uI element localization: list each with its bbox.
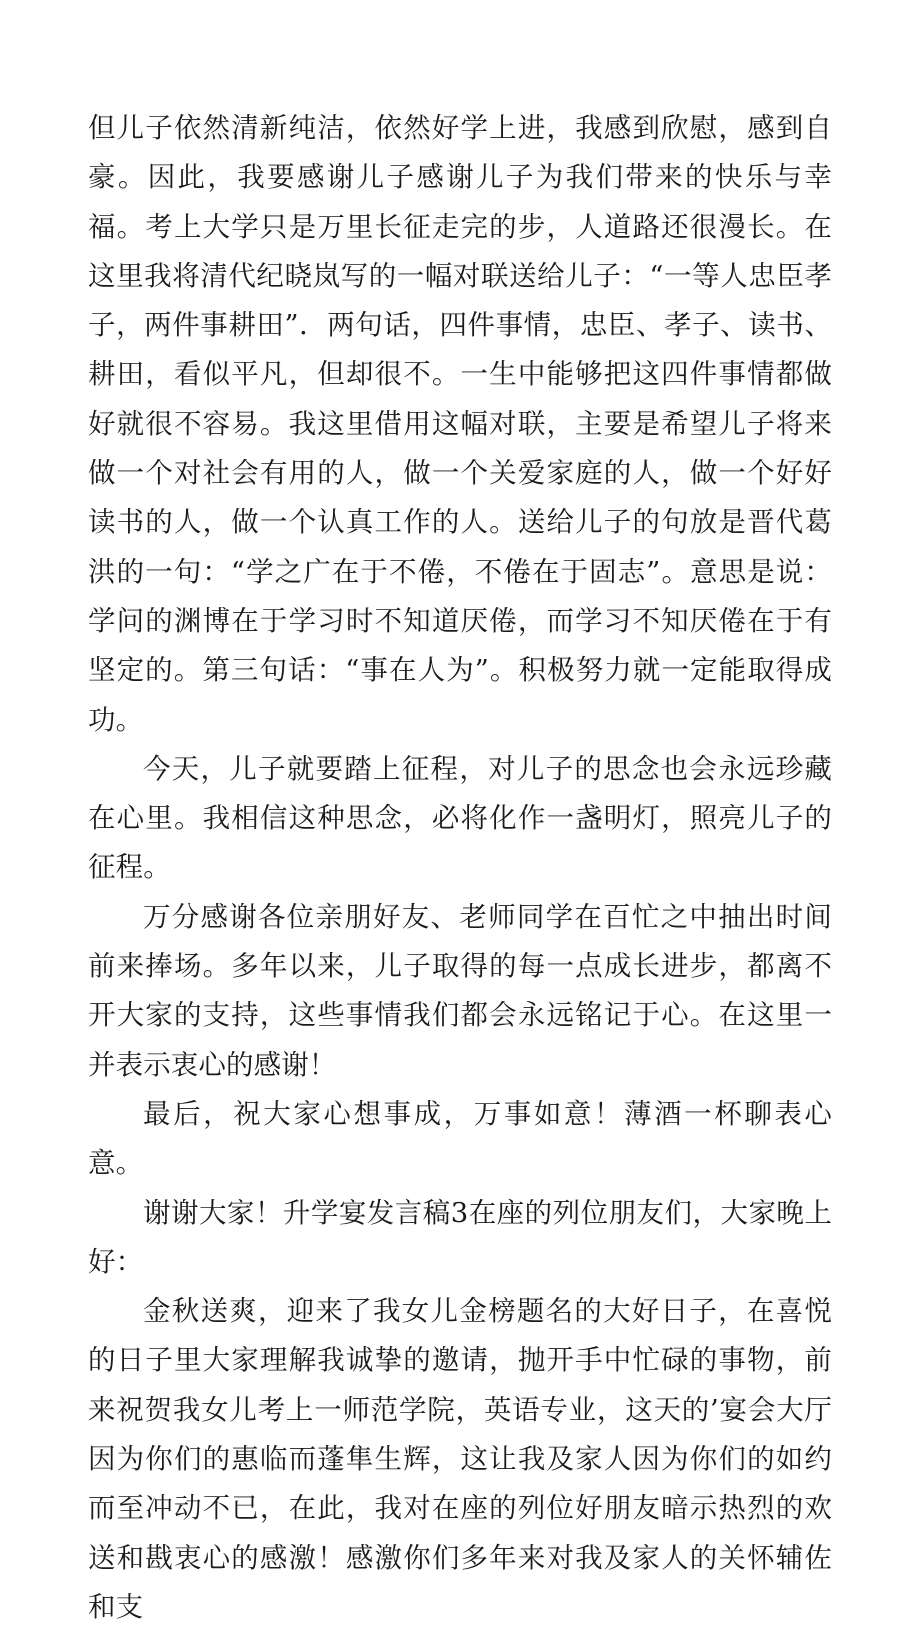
paragraph-6: 金秋送爽，迎来了我女儿金榜题名的大好日子，在喜悦的日子里大家理解我诚挚的邀请，抛开手中忙碌的事物，前来祝贺我女儿考上一师范学院，英语专业，这天的’宴会大厅因为你们的惠临而蓬隼生辉，这让我及家人因为你们的如约而至冲动不已，在此，我对在座的列位好朋友暗示热烈的欢送和戡衷心的感激！感激你们多年来对我及家人的关怀辅佐和支 <box>88 1295 832 1623</box>
paragraph-5: 谢谢大家！升学宴发言稿3在座的列位朋友们，大家晚上好： <box>88 1196 832 1278</box>
document-text-body <box>88 104 832 1632</box>
paragraph-3: 万分感谢各位亲朋好友、老师同学在百忙之中抽出时间前来捧场。多年以来，儿子取得的每一点成长进步，都离不开大家的支持，这些事情我们都会永远铭记于心。在这里一并表示衷心的感谢！ <box>88 900 832 1081</box>
paragraph-4: 最后，祝大家心想事成，万事如意！薄酒一杯聊表心意。 <box>88 1097 832 1180</box>
paragraph-2: 今天，儿子就要踏上征程，对儿子的思念也会永远珍藏在心里。我相信这种思念，必将化作一盏明灯，照亮儿子的征程。 <box>88 752 832 884</box>
paragraph-1: 但儿子依然清新纯洁，依然好学上进，我感到欣慰，感到自豪。因此，我要感谢儿子感谢儿子为我们带来的快乐与幸福。考上大学只是万里长征走完的步，人道路还很漫长。在这里我将清代纪晓岚写的一幅对联送给儿子：“一等人忠臣孝子，两件事耕田”．两句话，四件事情，忠臣、孝子、读书、耕田，看似平凡，但却很不。一生中能够把这四件事情都做好就很不容易。我这里借用这幅对联，主要是希望儿子将来做一个对社会有用的人，做一个关爱家庭的人，做一个好好读书的人，做一个认真工作的人。送给儿子的句放是晋代葛洪的一句：“学之广在于不倦，不倦在于固志”。意思是说：学问的渊博在于学习时不知道厌倦，而学习不知厌倦在于有坚定的。第三句话：“事在人为”。积极努力就一定能取得成功。 <box>88 112 832 736</box>
